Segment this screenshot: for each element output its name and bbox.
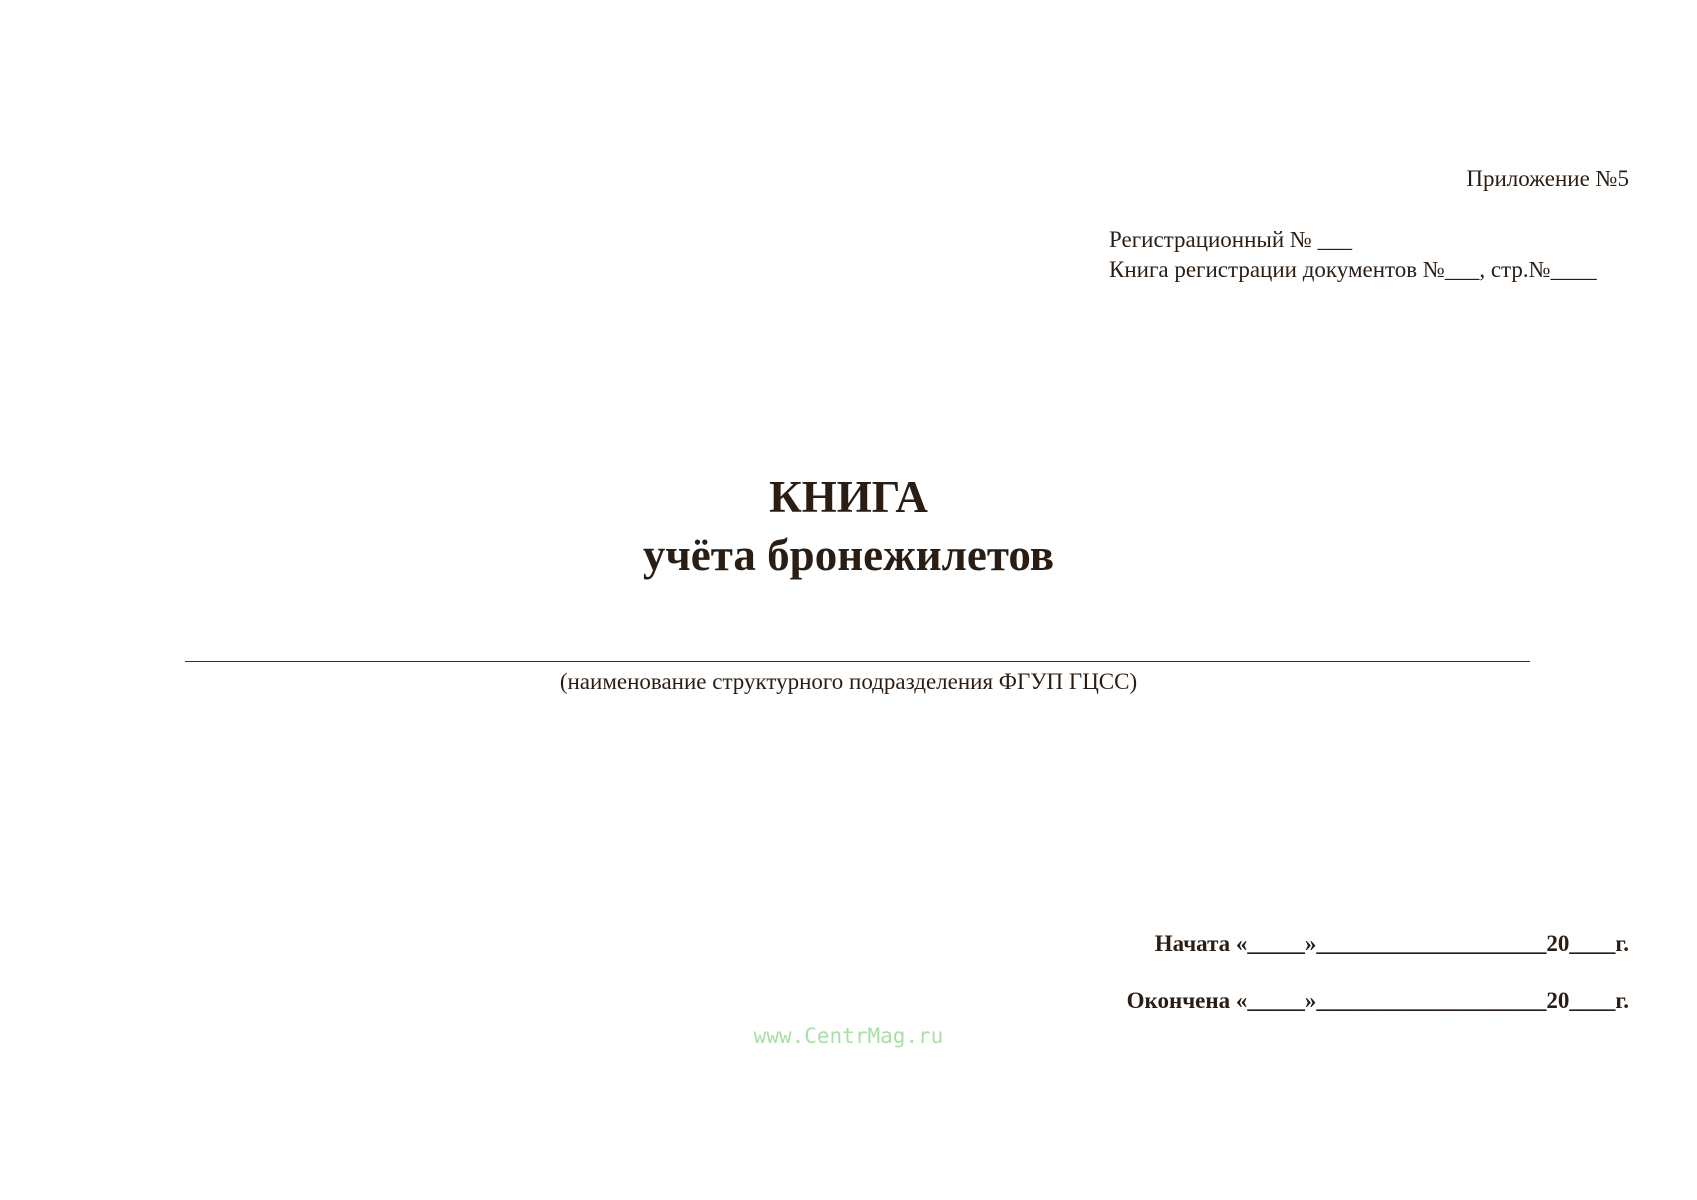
division-name-line: [185, 661, 1530, 662]
watermark: www.CentrMag.ru: [753, 1024, 944, 1048]
date-ended: Окончена «_____»____________________20____г.: [1126, 988, 1629, 1013]
registration-book: Книга регистрации документов №___, стр.№____: [1109, 257, 1597, 282]
document-title: [0, 468, 1697, 584]
title-subtitle: учёта бронежилетов: [642, 530, 1055, 580]
division-name-caption: (наименование структурного подразделения ФГУП ГЦСС): [559, 669, 1138, 694]
registration-block: [1109, 225, 1597, 285]
title-main: КНИГА: [769, 472, 928, 522]
appendix-label: Приложение №5: [1466, 166, 1629, 191]
registration-number: Регистрационный № ___: [1109, 227, 1353, 252]
date-started: Начата «_____»____________________20____г.: [1154, 931, 1629, 956]
